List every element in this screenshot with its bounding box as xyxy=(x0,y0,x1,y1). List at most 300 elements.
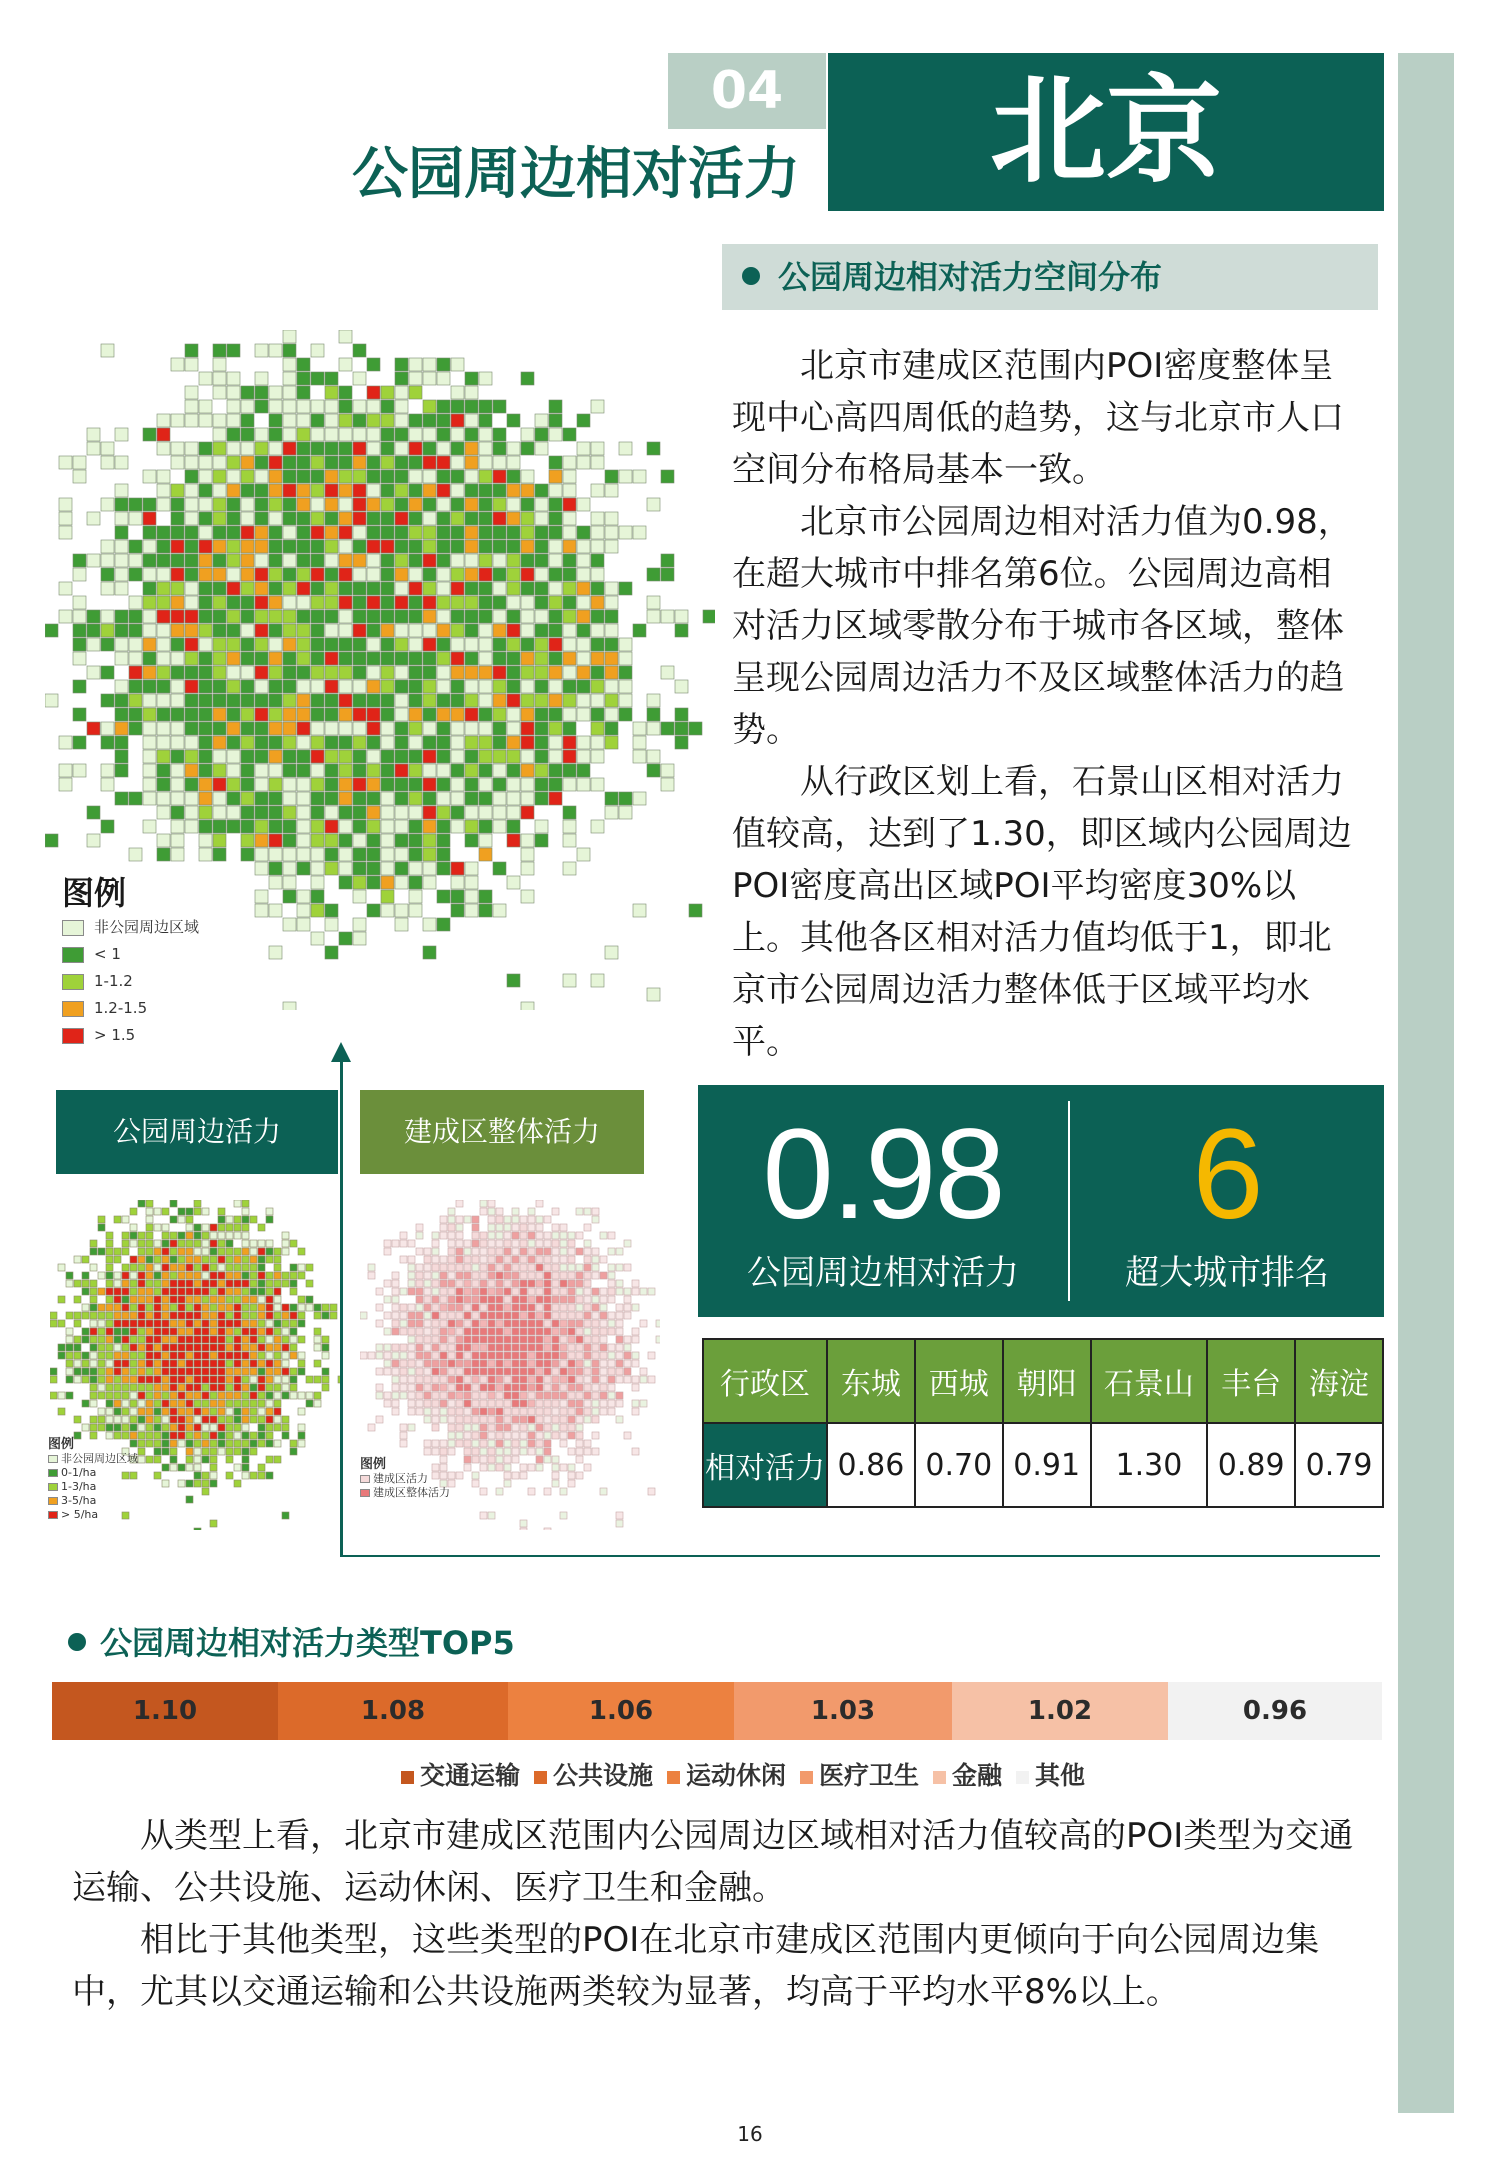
map-cell xyxy=(202,1360,209,1367)
map-cell xyxy=(266,1216,273,1223)
map-cell xyxy=(512,1384,519,1391)
map-cell xyxy=(512,1376,519,1383)
map-cell xyxy=(241,400,254,413)
map-cell xyxy=(416,1344,423,1351)
page-title: 公园周边相对活力 xyxy=(352,142,800,207)
map-cell xyxy=(465,876,478,889)
park-small-map-legend xyxy=(48,1438,168,1522)
map-cell xyxy=(298,1296,305,1303)
map-cell xyxy=(98,1344,105,1351)
map-cell xyxy=(171,722,184,735)
map-cell xyxy=(480,1296,487,1303)
map-cell xyxy=(392,1352,399,1359)
map-cell xyxy=(493,694,506,707)
map-cell xyxy=(170,1368,177,1375)
map-cell xyxy=(129,680,142,693)
map-cell xyxy=(186,1264,193,1271)
map-cell xyxy=(584,1448,591,1455)
map-cell xyxy=(520,1312,527,1319)
map-cell xyxy=(408,1408,415,1415)
map-cell xyxy=(194,1232,201,1239)
map-cell xyxy=(381,386,394,399)
map-cell xyxy=(577,610,590,623)
map-cell xyxy=(290,1312,297,1319)
map-cell xyxy=(50,1392,57,1399)
map-cell xyxy=(480,1368,487,1375)
map-cell xyxy=(202,1440,209,1447)
map-cell xyxy=(199,582,212,595)
map-cell xyxy=(339,624,352,637)
map-cell xyxy=(507,806,520,819)
map-cell xyxy=(114,1352,121,1359)
map-cell xyxy=(98,1272,105,1279)
map-cell xyxy=(528,1488,535,1495)
map-cell xyxy=(395,694,408,707)
map-cell xyxy=(199,540,212,553)
map-cell xyxy=(154,1360,161,1367)
map-cell xyxy=(227,638,240,651)
map-cell xyxy=(114,1400,121,1407)
map-cell xyxy=(353,862,366,875)
map-cell xyxy=(392,1376,399,1383)
map-cell xyxy=(440,1264,447,1271)
map-cell xyxy=(521,372,534,385)
map-cell xyxy=(472,1328,479,1335)
map-cell xyxy=(266,1328,273,1335)
map-cell xyxy=(464,1424,471,1431)
section-number: 04 xyxy=(668,53,826,129)
map-cell xyxy=(504,1336,511,1343)
map-cell xyxy=(311,834,324,847)
map-cell xyxy=(87,806,100,819)
map-cell xyxy=(592,1448,599,1455)
map-cell xyxy=(227,498,240,511)
map-cell xyxy=(560,1512,567,1519)
map-cell xyxy=(493,610,506,623)
map-cell xyxy=(185,778,198,791)
map-cell xyxy=(171,596,184,609)
map-cell xyxy=(520,1384,527,1391)
map-cell xyxy=(114,1416,121,1423)
map-cell xyxy=(250,1448,257,1455)
map-cell xyxy=(512,1408,519,1415)
map-cell xyxy=(409,540,422,553)
map-cell xyxy=(392,1328,399,1335)
map-cell xyxy=(392,1272,399,1279)
map-cell xyxy=(210,1408,217,1415)
map-cell xyxy=(213,582,226,595)
map-cell xyxy=(194,1280,201,1287)
map-cell xyxy=(367,540,380,553)
map-cell xyxy=(115,554,128,567)
map-cell xyxy=(171,568,184,581)
map-cell xyxy=(186,1288,193,1295)
map-cell xyxy=(154,1296,161,1303)
map-cell xyxy=(59,526,72,539)
map-cell xyxy=(703,610,715,623)
map-cell xyxy=(130,1336,137,1343)
map-cell xyxy=(472,1432,479,1439)
map-cell xyxy=(101,610,114,623)
map-cell xyxy=(226,1256,233,1263)
map-cell xyxy=(87,666,100,679)
map-cell xyxy=(437,414,450,427)
map-cell xyxy=(290,1384,297,1391)
bar-segment: 1.08 xyxy=(278,1682,508,1740)
map-cell xyxy=(496,1312,503,1319)
map-cell xyxy=(58,1320,65,1327)
map-cell xyxy=(437,484,450,497)
map-cell xyxy=(591,680,604,693)
map-cell xyxy=(584,1256,591,1263)
map-cell xyxy=(488,1336,495,1343)
map-cell xyxy=(157,708,170,721)
map-cell xyxy=(549,470,562,483)
map-cell xyxy=(157,792,170,805)
map-cell xyxy=(266,1208,273,1215)
map-cell xyxy=(472,1280,479,1287)
map-cell xyxy=(255,582,268,595)
map-cell xyxy=(186,1424,193,1431)
map-cell xyxy=(384,1328,391,1335)
map-cell xyxy=(101,624,114,637)
map-cell xyxy=(325,540,338,553)
map-cell xyxy=(592,1352,599,1359)
map-cell xyxy=(266,1400,273,1407)
map-cell xyxy=(376,1352,383,1359)
map-cell xyxy=(560,1304,567,1311)
map-cell xyxy=(162,1352,169,1359)
map-cell xyxy=(424,1280,431,1287)
map-cell xyxy=(311,750,324,763)
map-cell xyxy=(493,806,506,819)
map-cell xyxy=(298,1368,305,1375)
map-cell xyxy=(633,736,646,749)
map-cell xyxy=(465,750,478,763)
map-cell xyxy=(234,1328,241,1335)
map-cell xyxy=(130,1264,137,1271)
map-cell xyxy=(227,456,240,469)
map-cell xyxy=(114,1424,121,1431)
map-cell xyxy=(456,1288,463,1295)
map-cell xyxy=(577,694,590,707)
map-cell xyxy=(424,1288,431,1295)
map-cell xyxy=(512,1264,519,1271)
map-cell xyxy=(493,736,506,749)
map-cell xyxy=(381,568,394,581)
map-cell xyxy=(616,1368,623,1375)
map-cell xyxy=(274,1384,281,1391)
map-cell xyxy=(325,708,338,721)
map-cell xyxy=(616,1376,623,1383)
map-cell xyxy=(423,918,436,931)
map-cell xyxy=(255,792,268,805)
map-cell xyxy=(199,792,212,805)
map-cell xyxy=(178,1408,185,1415)
map-cell xyxy=(297,428,310,441)
map-cell xyxy=(122,1344,129,1351)
map-cell xyxy=(106,1296,113,1303)
map-cell xyxy=(171,736,184,749)
map-cell xyxy=(528,1224,535,1231)
map-cell xyxy=(584,1288,591,1295)
map-cell xyxy=(647,442,660,455)
map-cell xyxy=(185,582,198,595)
map-cell xyxy=(480,1440,487,1447)
map-cell xyxy=(464,1392,471,1399)
map-cell xyxy=(325,568,338,581)
map-cell xyxy=(283,876,296,889)
map-cell xyxy=(213,708,226,721)
map-cell xyxy=(202,1272,209,1279)
map-cell xyxy=(178,1432,185,1439)
map-cell xyxy=(226,1392,233,1399)
map-cell xyxy=(122,1320,129,1327)
map-cell xyxy=(632,1376,639,1383)
map-cell xyxy=(451,820,464,833)
map-cell xyxy=(507,512,520,525)
map-cell xyxy=(563,708,576,721)
map-cell xyxy=(297,708,310,721)
map-cell xyxy=(648,1488,655,1495)
map-cell xyxy=(202,1368,209,1375)
map-cell xyxy=(266,1424,273,1431)
map-cell xyxy=(213,344,226,357)
map-cell xyxy=(423,428,436,441)
map-cell xyxy=(199,526,212,539)
map-cell xyxy=(423,708,436,721)
map-cell xyxy=(592,1344,599,1351)
map-cell xyxy=(577,456,590,469)
map-cell xyxy=(437,456,450,469)
map-cell xyxy=(480,1248,487,1255)
map-cell xyxy=(258,1432,265,1439)
map-cell xyxy=(488,1376,495,1383)
map-cell xyxy=(448,1408,455,1415)
map-cell xyxy=(154,1320,161,1327)
map-cell xyxy=(479,708,492,721)
map-cell xyxy=(605,694,618,707)
map-cell xyxy=(432,1248,439,1255)
map-cell xyxy=(465,498,478,511)
map-cell xyxy=(157,652,170,665)
map-cell xyxy=(488,1304,495,1311)
map-cell xyxy=(465,680,478,693)
map-cell xyxy=(66,1336,73,1343)
map-cell xyxy=(274,1400,281,1407)
map-cell xyxy=(479,750,492,763)
map-cell xyxy=(170,1280,177,1287)
map-cell xyxy=(170,1344,177,1351)
map-cell xyxy=(322,1352,329,1359)
map-cell xyxy=(202,1376,209,1383)
map-cell xyxy=(314,1400,321,1407)
map-cell xyxy=(381,442,394,455)
bar-legend-item xyxy=(800,1756,919,1792)
map-cell xyxy=(186,1456,193,1463)
map-cell xyxy=(440,1384,447,1391)
map-cell xyxy=(528,1376,535,1383)
map-cell xyxy=(552,1368,559,1375)
map-cell xyxy=(283,736,296,749)
map-cell xyxy=(493,442,506,455)
map-cell xyxy=(122,1304,129,1311)
map-cell xyxy=(242,1232,249,1239)
map-cell xyxy=(464,1320,471,1327)
map-cell xyxy=(479,414,492,427)
map-cell xyxy=(465,456,478,469)
map-cell xyxy=(226,1400,233,1407)
map-cell xyxy=(154,1336,161,1343)
map-cell xyxy=(448,1296,455,1303)
map-cell xyxy=(592,1408,599,1415)
map-cell xyxy=(218,1424,225,1431)
map-cell xyxy=(178,1424,185,1431)
map-cell xyxy=(297,358,310,371)
map-cell xyxy=(367,806,380,819)
map-cell xyxy=(266,1376,273,1383)
map-cell xyxy=(130,1280,137,1287)
map-cell xyxy=(283,750,296,763)
map-cell xyxy=(432,1408,439,1415)
map-cell xyxy=(535,694,548,707)
map-cell xyxy=(194,1288,201,1295)
map-cell xyxy=(258,1320,265,1327)
map-cell xyxy=(282,1312,289,1319)
map-cell xyxy=(218,1408,225,1415)
map-cell xyxy=(563,428,576,441)
map-cell xyxy=(170,1456,177,1463)
map-cell xyxy=(59,498,72,511)
map-cell xyxy=(157,470,170,483)
map-cell xyxy=(504,1352,511,1359)
map-cell xyxy=(297,442,310,455)
map-cell xyxy=(241,624,254,637)
map-cell xyxy=(608,1280,615,1287)
map-cell xyxy=(269,946,282,959)
map-cell xyxy=(563,694,576,707)
map-cell xyxy=(322,1344,329,1351)
map-cell xyxy=(465,386,478,399)
map-cell xyxy=(504,1408,511,1415)
map-cell xyxy=(138,1256,145,1263)
map-cell xyxy=(234,1464,241,1471)
table-row-header: 相对活力 xyxy=(703,1423,827,1507)
map-cell xyxy=(608,1272,615,1279)
map-cell xyxy=(528,1448,535,1455)
map-cell xyxy=(408,1400,415,1407)
map-cell xyxy=(451,386,464,399)
map-cell xyxy=(194,1440,201,1447)
map-cell xyxy=(367,820,380,833)
map-cell xyxy=(367,358,380,371)
map-cell xyxy=(432,1352,439,1359)
map-cell xyxy=(194,1456,201,1463)
map-cell xyxy=(74,1352,81,1359)
map-cell xyxy=(592,1376,599,1383)
map-cell xyxy=(290,1240,297,1247)
map-cell xyxy=(536,1248,543,1255)
map-cell xyxy=(520,1368,527,1375)
map-cell xyxy=(563,624,576,637)
map-cell xyxy=(392,1240,399,1247)
map-cell xyxy=(544,1312,551,1319)
map-cell xyxy=(325,722,338,735)
map-cell xyxy=(154,1272,161,1279)
map-cell xyxy=(409,778,422,791)
map-cell xyxy=(456,1336,463,1343)
map-cell xyxy=(616,1288,623,1295)
map-cell xyxy=(549,414,562,427)
map-cell xyxy=(210,1304,217,1311)
map-cell xyxy=(448,1384,455,1391)
map-cell xyxy=(353,722,366,735)
map-cell xyxy=(122,1248,129,1255)
map-cell xyxy=(146,1376,153,1383)
map-cell xyxy=(283,666,296,679)
map-cell xyxy=(381,806,394,819)
map-cell xyxy=(408,1344,415,1351)
map-cell xyxy=(605,666,618,679)
map-cell xyxy=(549,638,562,651)
map-cell xyxy=(472,1232,479,1239)
map-cell xyxy=(146,1248,153,1255)
map-cell xyxy=(488,1424,495,1431)
map-cell xyxy=(520,1360,527,1367)
map-cell xyxy=(544,1352,551,1359)
map-cell xyxy=(59,610,72,623)
map-cell xyxy=(90,1264,97,1271)
map-cell xyxy=(241,708,254,721)
map-cell xyxy=(186,1232,193,1239)
map-cell xyxy=(661,666,674,679)
map-cell xyxy=(381,428,394,441)
map-cell xyxy=(616,1344,623,1351)
map-cell xyxy=(451,428,464,441)
map-cell xyxy=(616,1400,623,1407)
map-cell xyxy=(395,400,408,413)
map-cell xyxy=(367,386,380,399)
map-cell xyxy=(592,1208,599,1215)
map-cell xyxy=(507,554,520,567)
map-cell xyxy=(409,904,422,917)
map-cell xyxy=(283,820,296,833)
map-cell xyxy=(170,1328,177,1335)
map-cell xyxy=(576,1416,583,1423)
map-cell xyxy=(591,624,604,637)
map-cell xyxy=(440,1400,447,1407)
map-cell xyxy=(395,456,408,469)
map-cell xyxy=(298,1248,305,1255)
map-cell xyxy=(536,1280,543,1287)
map-cell xyxy=(325,512,338,525)
legend-item: 建成区活力 xyxy=(360,1472,480,1486)
map-cell xyxy=(255,596,268,609)
map-cell xyxy=(242,1400,249,1407)
map-cell xyxy=(528,1240,535,1247)
map-cell xyxy=(408,1360,415,1367)
map-cell xyxy=(496,1384,503,1391)
map-cell xyxy=(339,330,352,343)
map-cell xyxy=(488,1200,495,1207)
map-cell xyxy=(408,1376,415,1383)
map-cell xyxy=(507,708,520,721)
map-cell xyxy=(395,624,408,637)
map-cell xyxy=(297,596,310,609)
map-cell xyxy=(409,806,422,819)
map-cell xyxy=(528,1440,535,1447)
legend-item: 1-3/ha xyxy=(48,1480,168,1494)
